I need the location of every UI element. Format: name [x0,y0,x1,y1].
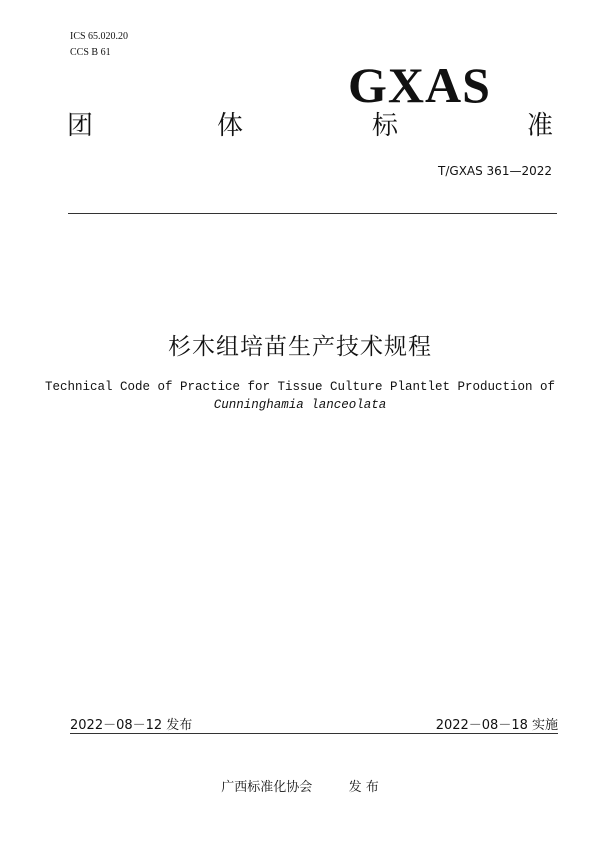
title-english-species: Cunninghamia lanceolata [213,398,387,412]
standard-type-char-2: 体 [217,111,244,141]
title-english [0,378,600,414]
publisher-action: 发 布 [348,780,379,795]
ccs-code: CCS B 61 [70,47,111,58]
standard-type-char-1: 团 [67,111,94,141]
footer-divider [70,733,558,734]
title-english-line1: Technical Code of Practice for Tissue Culture Plantlet Production of [44,380,556,394]
standard-type-char-3: 标 [372,111,399,141]
standard-code: T/GXAS 361—2022 [438,164,552,178]
title-chinese: 杉木组培苗生产技术规程 [168,334,432,360]
header-divider [68,213,557,214]
ics-code: ICS 65.020.20 [70,31,129,42]
publisher-name: 广西标准化协会 [221,780,313,795]
gxas-logo: GXAS [348,57,491,113]
standard-type-char-4: 准 [527,111,554,141]
publisher [0,776,600,795]
implementation-date: 2022－08－18 实施 [435,718,558,733]
issue-date: 2022－08－12 发布 [70,718,193,733]
